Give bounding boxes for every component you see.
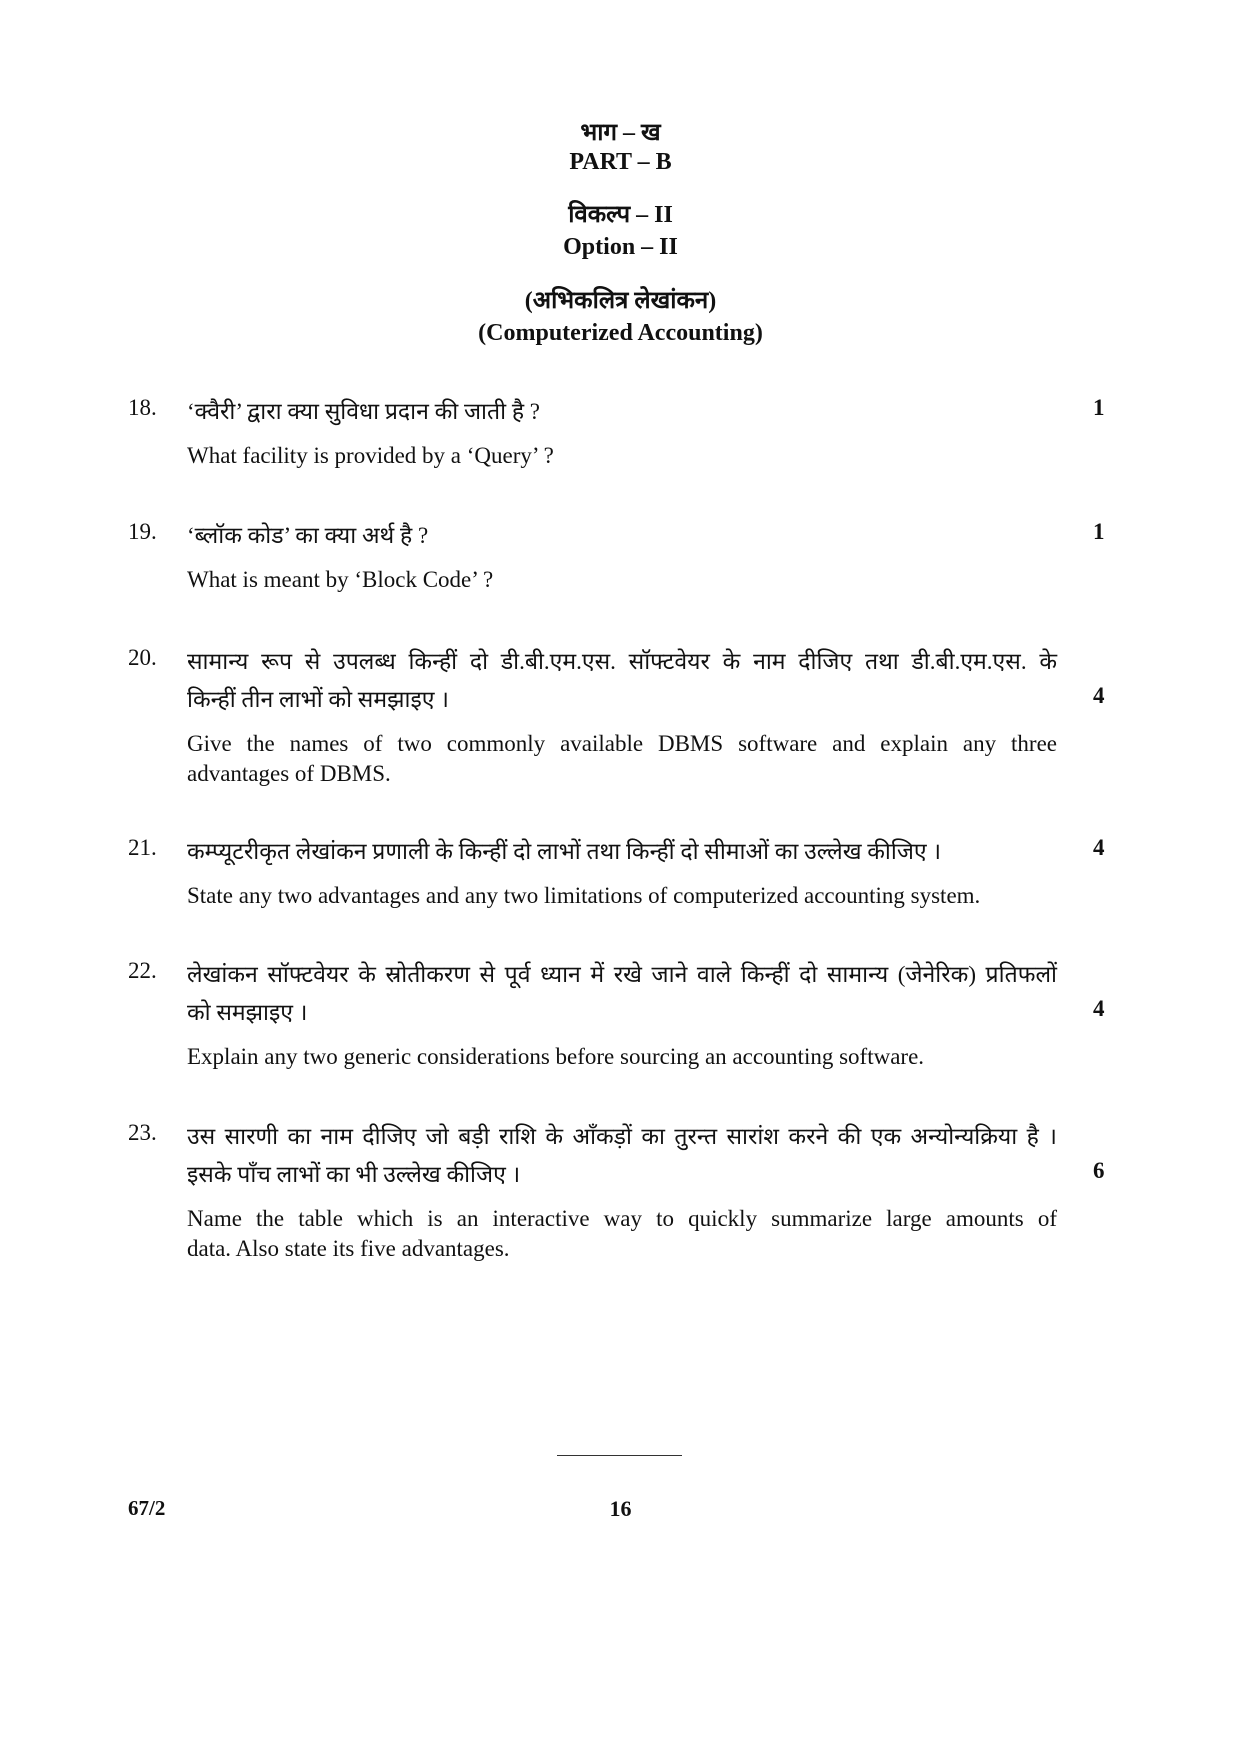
paper-code: 67/2	[128, 1496, 166, 1520]
question-text-english-line-2: data. Also state its five advantages.	[187, 1236, 510, 1261]
question-marks: 6	[1093, 1158, 1105, 1183]
question-marks: 1	[1093, 395, 1105, 420]
question-number: 18.	[128, 395, 157, 420]
question-number: 23.	[128, 1120, 157, 1145]
question-text-english-line-1: Name the table which is an interactive way to quickly summarize large amounts of	[187, 1206, 1057, 1231]
question-number: 20.	[128, 645, 157, 670]
part-heading-english: PART – B	[569, 149, 672, 175]
question-text-english: What is meant by ‘Block Code’ ?	[187, 567, 494, 592]
question-text-english: State any two advantages and any two limitations of computerized accounting system.	[187, 883, 981, 908]
question-number: 21.	[128, 835, 157, 860]
question-text-english: Explain any two generic considerations before sourcing an accounting software.	[187, 1044, 925, 1069]
page-number: 16	[609, 1496, 632, 1521]
question-text-hindi-line-1: सामान्य रूप से उपलब्ध किन्हीं दो डी.बी.एम.एस. सॉफ्टवेयर के नाम दीजिए तथा डी.बी.एम.एस. के	[187, 649, 1057, 674]
question-text-hindi: ‘ब्लॉक कोड’ का क्या अर्थ है ?	[187, 523, 429, 548]
question-marks: 4	[1093, 835, 1105, 860]
subject-heading-hindi: (अभिकलित्र लेखांकन)	[524, 288, 717, 314]
question-text-hindi: ‘क्वैरी’ द्वारा क्या सुविधा प्रदान की जाती है ?	[187, 399, 540, 424]
question-marks: 4	[1093, 683, 1105, 708]
question-number: 22.	[128, 958, 157, 983]
end-divider	[557, 1455, 682, 1456]
question-text-hindi-line-1: लेखांकन सॉफ्टवेयर के स्रोतीकरण से पूर्व ध्यान में रखे जाने वाले किन्हीं दो सामान्य (जेनेरिक) प्रतिफलों	[187, 962, 1057, 987]
question-text-english: What facility is provided by a ‘Query’ ?	[187, 443, 554, 468]
option-heading-hindi: विकल्प – II	[568, 202, 673, 228]
question-text-hindi-line-2: किन्हीं तीन लाभों को समझाइए ।	[187, 687, 449, 712]
question-text-hindi-line-1: उस सारणी का नाम दीजिए जो बड़ी राशि के आँकड़ों का तुरन्त सारांश करने की एक अन्योन्यक्रिया है ।	[187, 1124, 1057, 1149]
question-marks: 1	[1093, 519, 1105, 544]
part-heading-hindi: भाग – ख	[580, 120, 661, 146]
question-number: 19.	[128, 519, 157, 544]
question-text-english-line-1: Give the names of two commonly available DBMS software and explain any three	[187, 731, 1057, 756]
question-text-hindi-line-2: को समझाइए ।	[187, 1000, 308, 1025]
question-text-hindi: कम्प्यूटरीकृत लेखांकन प्रणाली के किन्हीं दो लाभों तथा किन्हीं दो सीमाओं का उल्लेख कीजिए ।	[187, 839, 942, 864]
question-text-hindi-line-2: इसके पाँच लाभों का भी उल्लेख कीजिए ।	[187, 1162, 521, 1187]
subject-heading-english: (Computerized Accounting)	[478, 320, 763, 346]
option-heading-english: Option – II	[563, 234, 678, 260]
question-text-english-line-2: advantages of DBMS.	[187, 761, 391, 786]
question-marks: 4	[1093, 996, 1105, 1021]
